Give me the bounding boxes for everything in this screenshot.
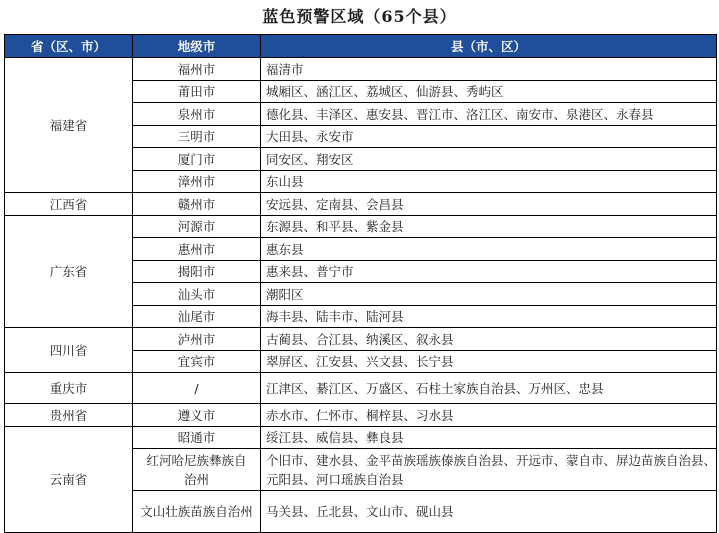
city-cell: 赣州市 bbox=[133, 193, 261, 216]
header-city: 地级市 bbox=[133, 35, 261, 58]
city-cell: 泸州市 bbox=[133, 328, 261, 351]
table-row bbox=[5, 373, 717, 404]
county-cell: 赤水市、仁怀市、桐梓县、习水县 bbox=[261, 404, 717, 427]
city-cell: 漳州市 bbox=[133, 170, 261, 193]
page-title: 蓝色预警区域（65个县） bbox=[262, 7, 457, 26]
province-cell: 江西省 bbox=[5, 193, 133, 216]
county-cell: 个旧市、建水县、金平苗族瑶族傣族自治县、开远市、蒙自市、屏边苗族自治县、元阳县、河口瑶族自治县 bbox=[261, 449, 717, 491]
table-row bbox=[5, 215, 717, 238]
county-cell: 绥江县、威信县、彝良县 bbox=[261, 426, 717, 449]
header-county: 县（市、区） bbox=[261, 35, 717, 58]
county-cell: 海丰县、陆丰市、陆河县 bbox=[261, 305, 717, 328]
county-cell: 江津区、綦江区、万盛区、石柱土家族自治县、万州区、忠县 bbox=[261, 373, 717, 404]
city-cell: 河源市 bbox=[133, 215, 261, 238]
county-cell: 翠屏区、江安县、兴文县、长宁县 bbox=[261, 350, 717, 373]
city-cell: 宜宾市 bbox=[133, 350, 261, 373]
county-cell: 马关县、丘北县、文山市、砚山县 bbox=[261, 491, 717, 533]
city-cell: 惠州市 bbox=[133, 238, 261, 261]
province-cell: 重庆市 bbox=[5, 373, 133, 404]
city-cell: / bbox=[133, 373, 261, 404]
table-row bbox=[5, 193, 717, 216]
county-cell: 大田县、永安市 bbox=[261, 125, 717, 148]
province-cell: 云南省 bbox=[5, 426, 133, 533]
city-cell: 福州市 bbox=[133, 58, 261, 81]
city-cell: 揭阳市 bbox=[133, 260, 261, 283]
city-cell: 厦门市 bbox=[133, 148, 261, 171]
city-cell: 文山壮族苗族自治州 bbox=[133, 491, 261, 533]
county-cell: 古蔺县、合江县、纳溪区、叙永县 bbox=[261, 328, 717, 351]
city-cell: 遵义市 bbox=[133, 404, 261, 427]
city-cell: 泉州市 bbox=[133, 103, 261, 126]
county-cell: 德化县、丰泽区、惠安县、晋江市、洛江区、南安市、泉港区、永春县 bbox=[261, 103, 717, 126]
table-header-row bbox=[5, 35, 717, 58]
city-cell: 汕头市 bbox=[133, 283, 261, 306]
table-row bbox=[5, 328, 717, 351]
county-cell: 东源县、和平县、紫金县 bbox=[261, 215, 717, 238]
county-cell: 福清市 bbox=[261, 58, 717, 81]
county-cell: 惠来县、普宁市 bbox=[261, 260, 717, 283]
table-row bbox=[5, 58, 717, 81]
table-row bbox=[5, 404, 717, 427]
city-cell: 三明市 bbox=[133, 125, 261, 148]
county-cell: 潮阳区 bbox=[261, 283, 717, 306]
province-cell: 贵州省 bbox=[5, 404, 133, 427]
county-cell: 安远县、定南县、会昌县 bbox=[261, 193, 717, 216]
city-cell: 莆田市 bbox=[133, 80, 261, 103]
table-row bbox=[5, 426, 717, 449]
city-cell: 汕尾市 bbox=[133, 305, 261, 328]
province-cell: 福建省 bbox=[5, 58, 133, 193]
header-province: 省（区、市） bbox=[5, 35, 133, 58]
city-cell: 红河哈尼族彝族自治州 bbox=[133, 449, 261, 491]
county-cell: 东山县 bbox=[261, 170, 717, 193]
county-cell: 城厢区、涵江区、荔城区、仙游县、秀屿区 bbox=[261, 80, 717, 103]
province-cell: 四川省 bbox=[5, 328, 133, 373]
warning-region-table bbox=[4, 34, 717, 533]
province-cell: 广东省 bbox=[5, 215, 133, 328]
city-cell: 昭通市 bbox=[133, 426, 261, 449]
county-cell: 同安区、翔安区 bbox=[261, 148, 717, 171]
county-cell: 惠东县 bbox=[261, 238, 717, 261]
